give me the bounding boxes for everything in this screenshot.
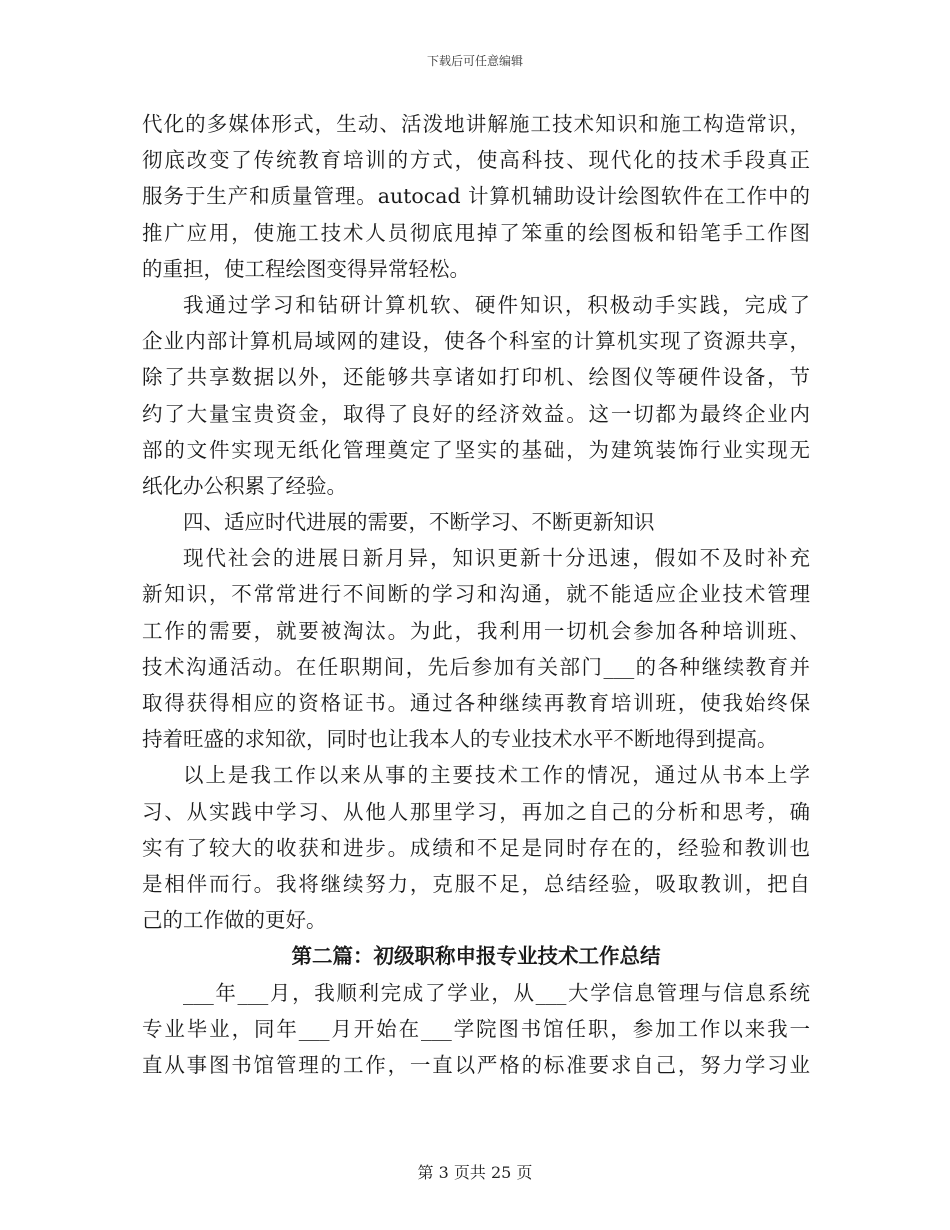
text-line: ___年___月，我顺利完成了学业，从___大学信息管理与信息系统 <box>183 980 810 1005</box>
text-line: 的重担，使工程绘图变得异常轻松。 <box>142 256 470 281</box>
page-number: 第 3 页共 25 页 <box>417 1163 533 1182</box>
text-line: 我通过学习和钻研计算机软、硬件知识，积极动手实践，完成了 <box>183 292 810 317</box>
text-line: 习、从实践中学习、从他人那里学习，再加之自己的分析和思考，确 <box>142 799 810 824</box>
section-subheading: 四、适应时代进展的需要，不断学习、不断更新知识 <box>183 510 655 535</box>
text-line: 以上是我工作以来从事的主要技术工作的情况，通过从书本上学 <box>183 763 810 788</box>
section-heading: 第二篇：初级职称申报专业技术工作总结 <box>291 944 661 969</box>
text-line: 实有了较大的收获和进步。成绩和不足是同时存在的，经验和教训也 <box>142 835 810 860</box>
text-line: 是相伴而行。我将继续努力，克服不足，总结经验，吸取教训，把自 <box>142 871 810 896</box>
text-line: 持着旺盛的求知欲，同时也让我本人的专业技术水平不断地得到提高。 <box>142 727 778 752</box>
text-line: 代化的多媒体形式，生动、活泼地讲解施工技术知识和施工构造常识， <box>142 112 810 136</box>
text-line: 技术沟通活动。在任职期间，先后参加有关部门___的各种继续教育并 <box>142 654 810 679</box>
text-line: 彻底改变了传统教育培训的方式，使高科技、现代化的技术手段真正 <box>142 148 810 173</box>
document-body <box>142 106 810 1083</box>
text-line: 部的文件实现无纸化管理奠定了坚实的基础，为建筑装饰行业实现无 <box>142 437 810 462</box>
text-line: 除了共享数据以外，还能够共享诸如打印机、绘图仪等硬件设备，节 <box>142 365 810 390</box>
text-line: 约了大量宝贵资金，取得了良好的经济效益。这一切都为最终企业内 <box>142 401 810 426</box>
text-line: 纸化办公积累了经验。 <box>142 473 347 498</box>
text-line: 工作的需要，就要被淘汰。为此，我利用一切机会参加各种培训班、 <box>142 618 810 643</box>
text-line: 现代社会的进展日新月异，知识更新十分迅速，假如不及时补充 <box>183 546 810 571</box>
text-line: 推广应用，使施工技术人员彻底甩掉了笨重的绘图板和铅笔手工作图 <box>142 220 810 245</box>
text-line: 服务于生产和质量管理。autocad 计算机辅助设计绘图软件在工作中的 <box>142 184 810 209</box>
page-header-note: 下载后可任意编辑 <box>426 54 523 68</box>
text-line: 己的工作做的更好。 <box>142 908 327 933</box>
text-line: 新知识，不常常进行不间断的学习和沟通，就不能适应企业技术管理 <box>142 582 810 607</box>
text-line: 企业内部计算机局域网的建设，使各个科室的计算机实现了资源共享， <box>142 329 810 354</box>
text-line: 直从事图书馆管理的工作，一直以严格的标准要求自己，努力学习业 <box>142 1052 810 1077</box>
text-line: 取得获得相应的资格证书。通过各种继续再教育培训班，使我始终保 <box>142 691 810 715</box>
text-line: 专业毕业，同年___月开始在___学院图书馆任职，参加工作以来我一 <box>142 1016 810 1041</box>
